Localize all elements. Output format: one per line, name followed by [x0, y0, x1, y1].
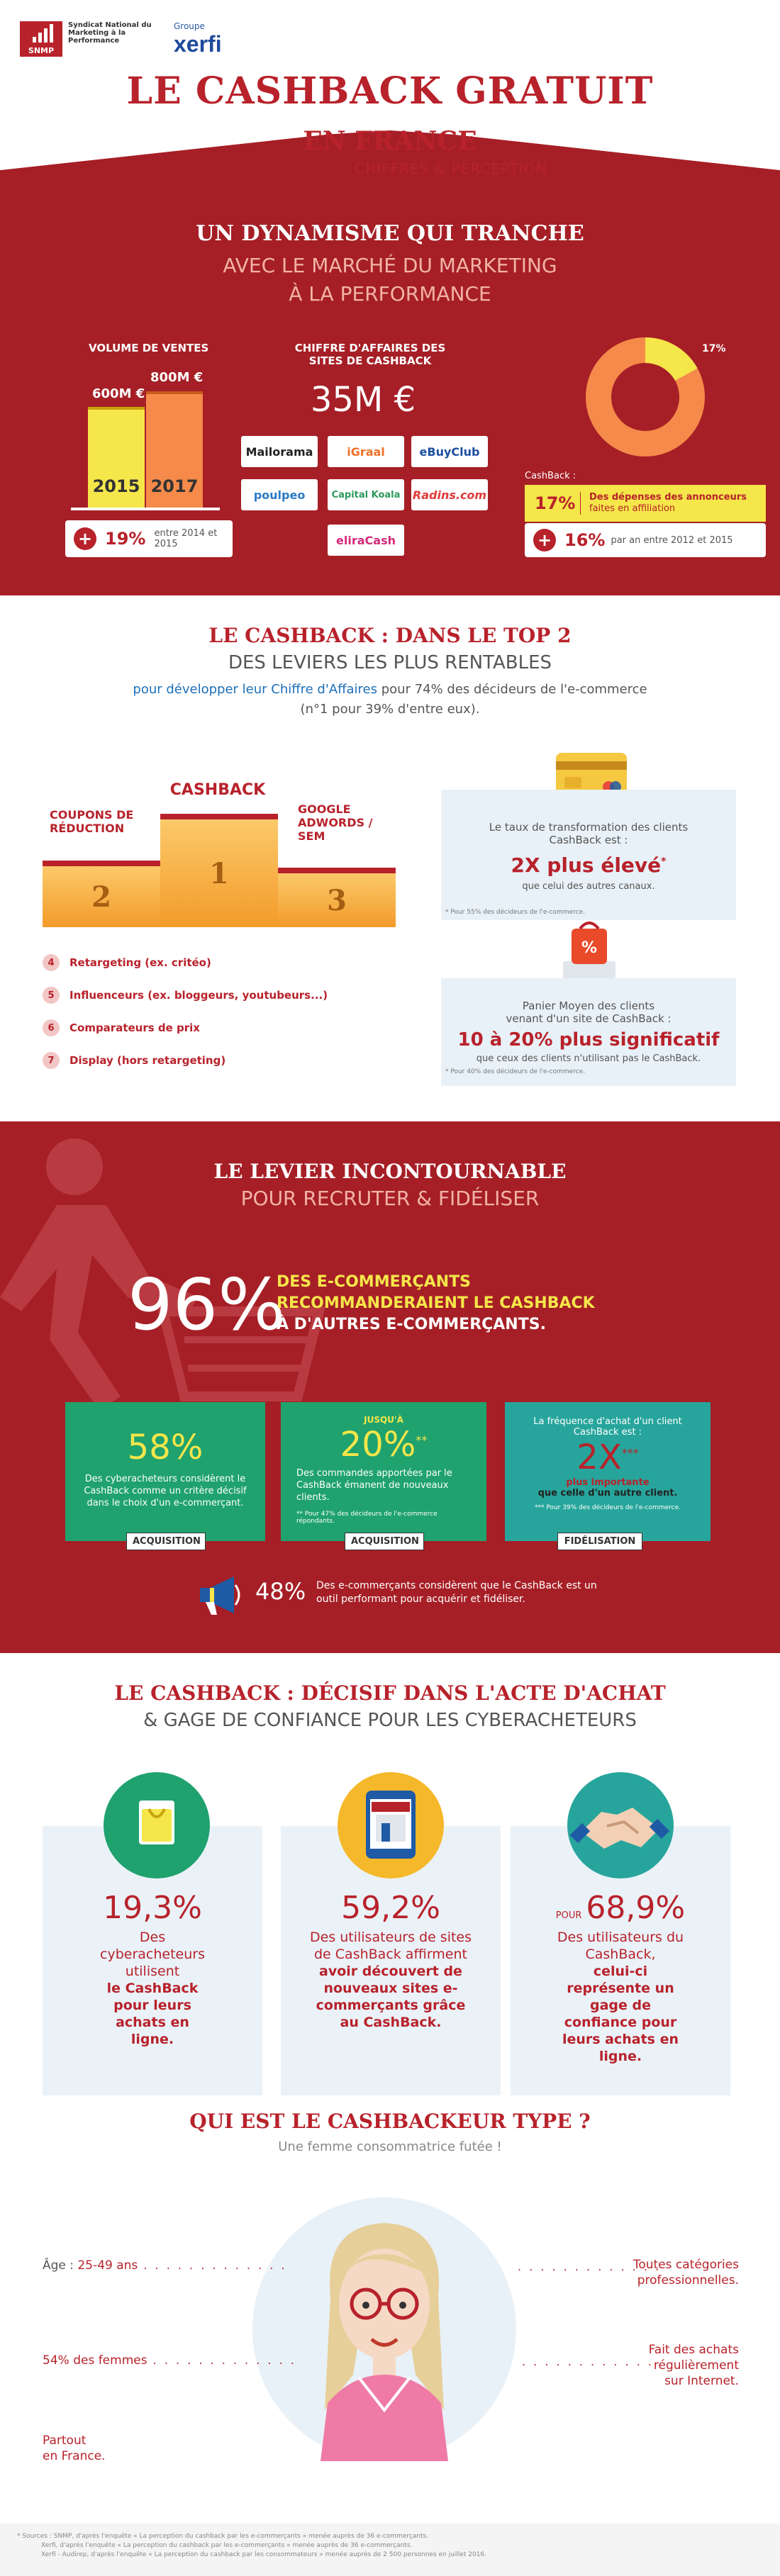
growth-pct: 19% [105, 529, 146, 549]
purchase-label [614, 2342, 739, 2389]
section3-subtitle: POUR RECRUTER & FIDÉLISER [240, 1187, 540, 1210]
stat-circle-1 [104, 1772, 210, 1878]
logo-radins: Radins.com [411, 479, 488, 510]
partout-line-2: en France. [43, 2449, 106, 2463]
xerfi-logo: xerfi [174, 31, 222, 57]
growth-text: entre 2014 et 2015 [154, 528, 218, 549]
lever-item [43, 954, 328, 971]
age-value: 25-49 ans [77, 2258, 138, 2273]
big-line-1: DES E-COMMERÇANTS [277, 1273, 471, 1291]
stat-3-pct: 68,9% [586, 1890, 686, 1926]
section3-title: LE LEVIER INCONTOURNABLE [213, 1160, 567, 1183]
women-row [43, 2353, 296, 2368]
basket-text-1: Panier Moyen des clients [522, 999, 655, 1012]
stat-1-bold: le CashBack pour leurs achats en ligne. [106, 1981, 199, 2047]
lever-num: 4 [43, 954, 60, 971]
lever-num: 6 [43, 1019, 60, 1036]
basket-text-2: venant d'un site de CashBack : [506, 1012, 672, 1025]
card2-pct-wrap [281, 1425, 486, 1465]
card3-tag: FIDÉLISATION [557, 1533, 642, 1550]
partout-label [43, 2433, 106, 2464]
card2-sup: ** [416, 1433, 428, 1447]
conversion-sup: * [661, 856, 667, 868]
card2-note: ** Pour 47% des décideurs de l'e-commerce répondants. [296, 1511, 438, 1525]
section1-title: UN DYNAMISME QUI TRANCHE [196, 221, 584, 246]
lever-num: 5 [43, 987, 60, 1004]
stat-3-bold: celui-ci représente un gage de confiance pour leurs achats en ligne. [562, 1964, 679, 2064]
dots: . . . . . . . . . . . . . [147, 2353, 296, 2367]
purchase-line-3: sur Internet. [664, 2374, 739, 2388]
donut-label: 17% [702, 343, 726, 354]
cashback-growth-pill [525, 523, 766, 557]
lever-item [43, 1019, 328, 1036]
podium-2-top [43, 861, 160, 866]
snmp-logo [20, 21, 62, 57]
conversion-big-value: 2X plus élevé [511, 853, 662, 877]
shopping-bag-icon [104, 1772, 210, 1878]
stat-1-pct: 19,3% [103, 1890, 202, 1926]
podium-1-top [160, 814, 278, 819]
dots: . . . . . . . . . . . . . [518, 2260, 662, 2273]
handshake-icon [567, 1772, 674, 1878]
card3-sup: *** [621, 1446, 639, 1460]
cashback-desc: faites en affiliation [589, 503, 676, 514]
cashback-growth-text: par an entre 2012 et 2015 [611, 534, 733, 546]
conversion-note: * Pour 55% des décideurs de l'e-commerce. [445, 909, 586, 916]
podium-3: 3 [278, 873, 396, 927]
profession-line-2: professionnelles. [637, 2273, 739, 2287]
ca-label: CHIFFRE D'AFFAIRES DES SITES DE CASHBACK [294, 342, 446, 367]
growth-pill [65, 520, 233, 557]
section5-subtitle: Une femme consommatrice futée ! [278, 2139, 502, 2154]
stat-3-prefix: POUR [555, 1910, 582, 1921]
card-2x [505, 1402, 711, 1541]
svg-text:SNMP: SNMP [28, 46, 55, 55]
stat-1-text: Des cyberacheteurs utilisent [100, 1930, 205, 1979]
megaphone-icon [196, 1572, 247, 1618]
lever-label: Comparateurs de prix [69, 1021, 200, 1034]
partout-line-1: Partout [43, 2434, 87, 2448]
stat-1-content [43, 1890, 262, 2048]
cashback-growth: 16% [564, 530, 606, 550]
lever-label: Retargeting (ex. critéo) [69, 956, 211, 969]
lever-label: Influenceurs (ex. bloggeurs, youtubeurs...) [69, 989, 328, 1002]
footer-line-2: Xerfi, d'après l'enquête « La perception du cashback par les e-commerçants » menée auprès de 36 e-commerçants. [41, 2542, 413, 2549]
profession-label [614, 2257, 739, 2288]
podium-1: 1 [160, 819, 278, 927]
card1-pct: 58% [127, 1428, 204, 1467]
stat-3-pct-row [511, 1890, 730, 1926]
card3-top: La fréquence d'achat d'un client CashBack est : [533, 1416, 682, 1438]
big-line-2: RECOMMANDERAIENT LE CASHBACK [277, 1294, 595, 1312]
stat-3-content [511, 1890, 730, 2065]
logo-mailorama: Mailorama [241, 436, 318, 467]
card2-tag: ACQUISITION [345, 1533, 424, 1550]
section2-subtitle: DES LEVIERS LES PLUS RENTABLES [228, 652, 552, 673]
cashback-label: CashBack : [525, 471, 576, 481]
stat-circle-3 [567, 1772, 674, 1878]
stat-2-bold: avoir découvert de nouveaux sites e-commerçants grâce au CashBack. [316, 1964, 466, 2030]
stat-circle-2 [338, 1772, 444, 1878]
section2-desc-gray: pour 74% des décideurs de l'e-commerce [377, 682, 647, 697]
podium-coupons-label: COUPONS DE RÉDUCTION [50, 808, 134, 835]
online-shop-icon [338, 1772, 444, 1878]
card2-pct: 20% [340, 1425, 416, 1465]
bar-2015-year: 2015 [92, 476, 140, 496]
section4-subtitle: & GAGE DE CONFIANCE POUR LES CYBERACHETEURS [143, 1710, 637, 1731]
section5-title: QUI EST LE CASHBACKEUR TYPE ? [189, 2110, 591, 2133]
logo-capital-koala: Capital Koala [328, 479, 404, 510]
card3-big-wrap [505, 1438, 711, 1477]
logo-ebuyclub: eBuyClub [411, 436, 488, 467]
stat-2-text: Des utilisateurs de sites de CashBack affirment [309, 1930, 472, 1962]
cashback-pill [525, 485, 766, 522]
basket-box [441, 978, 736, 1086]
section1-subtitle-1: AVEC LE MARCHÉ DU MARKETING [223, 254, 557, 277]
card3-big: 2X [576, 1438, 622, 1477]
podium-google-label: GOOGLE ADWORDS / SEM [298, 802, 373, 843]
plus-icon: + [533, 529, 556, 551]
bar-baseline [71, 508, 220, 510]
dots: . . . . . . . . . . . . [522, 2355, 654, 2368]
stat-3-text: Des utilisateurs du CashBack, [557, 1930, 684, 1962]
card2-text: Des commandes apportées par le CashBack émanent de nouveaux clients. [296, 1468, 452, 1503]
basket-after: que ceux des clients n'utilisant pas le CashBack. [476, 1053, 701, 1064]
dots: . . . . . . . . . . . . . [138, 2258, 287, 2272]
podium-2: 2 [43, 866, 160, 927]
card2-top: JUSQU'À [364, 1415, 403, 1425]
women-label: 54% des femmes [43, 2353, 147, 2368]
section2-title: LE CASHBACK : DANS LE TOP 2 [208, 624, 572, 647]
card3-text-1: plus importante [566, 1477, 650, 1488]
svg-text:%: % [581, 939, 598, 957]
section1-subtitle-2: À LA PERFORMANCE [289, 282, 491, 306]
bar-2015-value: 600M € [92, 386, 145, 401]
section2-desc [0, 682, 780, 697]
footer-line-3: Xerfi - Audirep, d'après l'enquête « La perception du cashback par les consommateurs » menée auprès de 2 500 personnes en juillet 2016. [41, 2551, 486, 2558]
bar-2017-value: 800M € [150, 370, 204, 385]
card-20 [281, 1402, 486, 1541]
bar-2017-year: 2017 [150, 476, 199, 496]
card1-text: Des cyberacheteurs considèrent le CashBack comme un critère décisif dans le choix d'un e-commerçant. [84, 1474, 247, 1508]
lever-item [43, 987, 328, 1004]
conversion-big [441, 853, 736, 877]
lever-list [43, 954, 328, 1069]
volume-label: VOLUME DE VENTES [89, 342, 209, 354]
purchase-line-1: Fait des achats [648, 2343, 739, 2357]
logo-eliracash: eliraCash [328, 525, 404, 556]
podium-3-top [278, 868, 396, 873]
basket-big: 10 à 20% plus significatif [457, 1029, 720, 1051]
stat-2-pct: 59,2% [341, 1890, 440, 1926]
big-line-3: À D'AUTRES E-COMMERÇANTS. [277, 1316, 546, 1333]
podium-cashback-label: CASHBACK [169, 781, 266, 799]
snmp-name: Syndicat National du Marketing à la Performance [68, 21, 152, 45]
groupe-label: Groupe [174, 21, 205, 31]
cashback-pct: 17% [535, 493, 576, 513]
main-title-line2: EN FRANCE [303, 126, 477, 156]
card3-text-2: que celle d'un autre client. [537, 1488, 678, 1499]
card1-tag: ACQUISITION [126, 1533, 206, 1550]
age-row [43, 2258, 287, 2273]
purchase-line-2: régulièrement [653, 2358, 739, 2373]
lever-num: 7 [43, 1052, 60, 1069]
woman-avatar [252, 2197, 516, 2461]
logo-igraal: iGraal [328, 436, 404, 467]
section4-title: LE CASHBACK : DÉCISIF DANS L'ACTE D'ACHAT [114, 1681, 666, 1705]
footer-line-1: * Sources : SNMP, d'après l'enquête « La perception du cashback par les e-commerçants » menée auprès de 36 e-commerçants. [17, 2533, 429, 2540]
bottom-pct: 48% [255, 1578, 306, 1605]
main-title-line1: LE CASHBACK GRATUIT [126, 69, 654, 113]
stat-2-content [281, 1890, 501, 2031]
section2-desc-red: pour développer leur Chiffre d'Affaires [133, 682, 378, 697]
profession-line-1: Toutes catégories [633, 2258, 739, 2272]
lever-label: Display (hors retargeting) [69, 1054, 226, 1067]
donut-chart [581, 333, 709, 461]
age-label: Âge : [43, 2258, 78, 2273]
logo-poulpeo: poulpeo [241, 479, 318, 510]
main-title-line3: CHIFFRES & PERCEPTION [355, 160, 547, 177]
footer [0, 2524, 780, 2576]
section2-desc-2: (n°1 pour 39% d'entre eux). [300, 702, 480, 717]
bottom-text: Des e-commerçants considèrent que le CashBack est un outil performant pour acquérir et fidéliser. [316, 1580, 597, 1605]
big-pct: 96% [128, 1263, 286, 1346]
card3-note: *** Pour 39% des décideurs de l'e-commerce. [534, 1504, 681, 1511]
conversion-after: que celui des autres canaux. [522, 881, 655, 892]
card-58 [65, 1402, 265, 1541]
basket-note: * Pour 40% des décideurs de l'e-commerce. [445, 1068, 586, 1075]
conversion-text: Le taux de transformation des clients CashBack est : [489, 821, 689, 846]
lever-item [43, 1052, 328, 1069]
conversion-box [441, 790, 736, 920]
plus-icon: + [74, 527, 96, 550]
cashback-desc-bold: Des dépenses des annonceurs [589, 492, 747, 503]
ca-value: 35M € [310, 380, 416, 420]
